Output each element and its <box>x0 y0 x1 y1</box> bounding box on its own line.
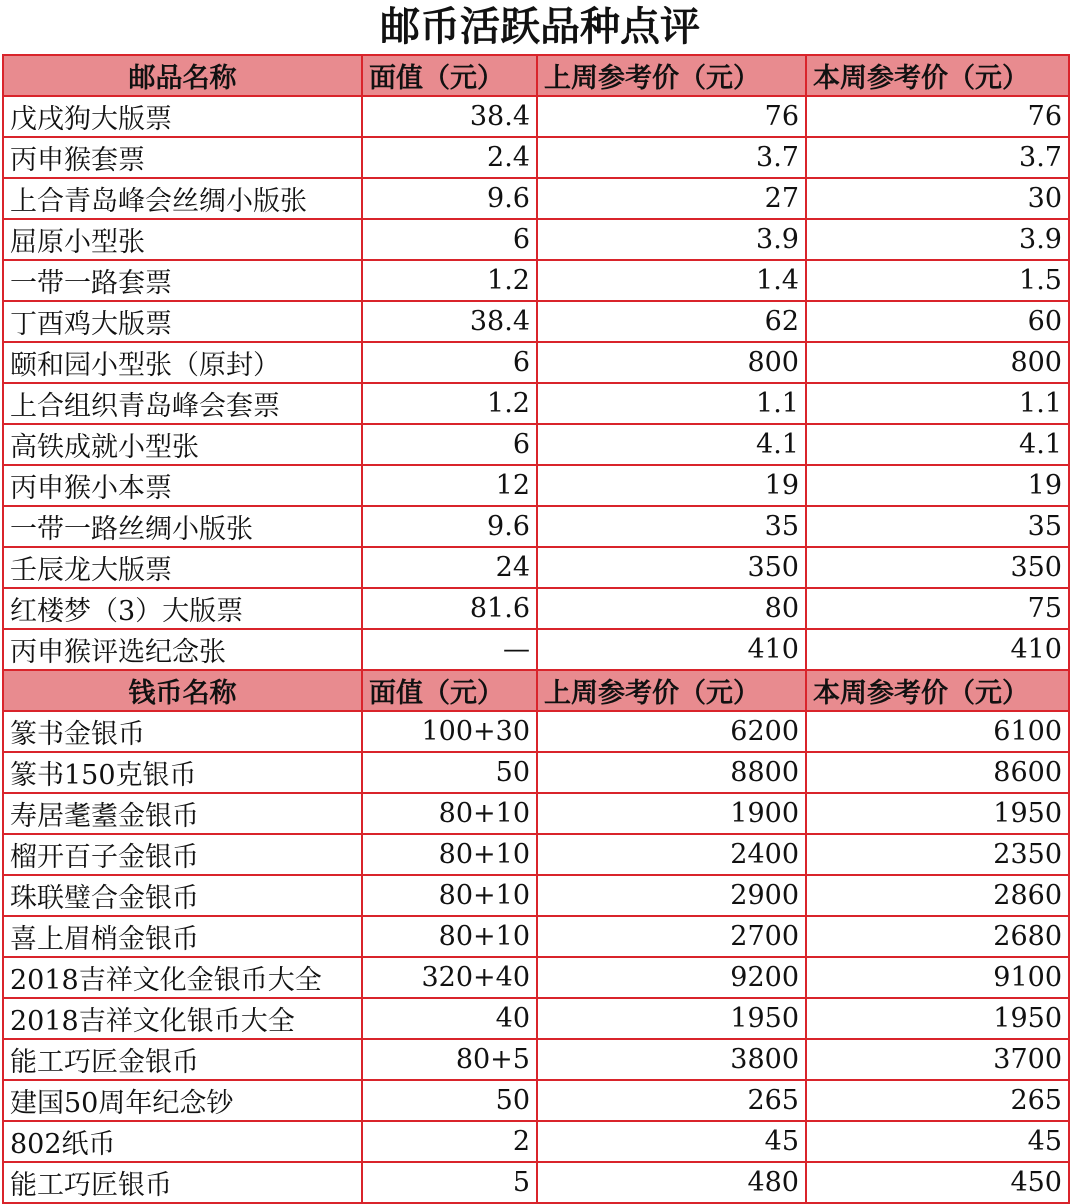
last-week-price: 1950 <box>537 998 806 1039</box>
last-week-price: 45 <box>537 1121 806 1162</box>
this-week-price: 1950 <box>806 998 1069 1039</box>
table-row <box>3 957 1069 998</box>
item-name: 2018吉祥文化银币大全 <box>3 998 362 1039</box>
item-name: 上合组织青岛峰会套票 <box>3 383 362 424</box>
face-value: 100+30 <box>362 711 537 752</box>
face-value: 6 <box>362 219 537 260</box>
item-name: 能工巧匠金银币 <box>3 1039 362 1080</box>
this-week-price: 4.1 <box>806 424 1069 465</box>
table-row <box>3 1121 1069 1162</box>
last-week-price: 80 <box>537 588 806 629</box>
column-header: 上周参考价（元） <box>537 670 806 711</box>
last-week-price: 350 <box>537 547 806 588</box>
last-week-price: 3.7 <box>537 137 806 178</box>
last-week-price: 1.4 <box>537 260 806 301</box>
face-value: 5 <box>362 1162 537 1203</box>
face-value: — <box>362 629 537 670</box>
this-week-price: 350 <box>806 547 1069 588</box>
table-row <box>3 219 1069 260</box>
table-row <box>3 998 1069 1039</box>
last-week-price: 800 <box>537 342 806 383</box>
item-name: 寿居耄耋金银币 <box>3 793 362 834</box>
face-value: 1.2 <box>362 383 537 424</box>
this-week-price: 3.9 <box>806 219 1069 260</box>
this-week-price: 2860 <box>806 875 1069 916</box>
table-row <box>3 1080 1069 1121</box>
item-name: 屈原小型张 <box>3 219 362 260</box>
face-value: 6 <box>362 424 537 465</box>
item-name: 戊戌狗大版票 <box>3 96 362 137</box>
table-row <box>3 1162 1069 1203</box>
last-week-price: 9200 <box>537 957 806 998</box>
last-week-price: 2900 <box>537 875 806 916</box>
this-week-price: 2350 <box>806 834 1069 875</box>
last-week-price: 4.1 <box>537 424 806 465</box>
face-value: 1.2 <box>362 260 537 301</box>
table-row <box>3 752 1069 793</box>
table-row <box>3 342 1069 383</box>
table-row <box>3 260 1069 301</box>
item-name: 丙申猴评选纪念张 <box>3 629 362 670</box>
table-row <box>3 834 1069 875</box>
item-name: 一带一路套票 <box>3 260 362 301</box>
stamps-header-row <box>3 55 1069 96</box>
item-name: 丁酉鸡大版票 <box>3 301 362 342</box>
item-name: 丙申猴小本票 <box>3 465 362 506</box>
table-row <box>3 711 1069 752</box>
item-name: 榴开百子金银币 <box>3 834 362 875</box>
item-name: 篆书金银币 <box>3 711 362 752</box>
table-row <box>3 96 1069 137</box>
price-table <box>2 54 1070 1204</box>
face-value: 2 <box>362 1121 537 1162</box>
this-week-price: 1950 <box>806 793 1069 834</box>
this-week-price: 450 <box>806 1162 1069 1203</box>
item-name: 802纸币 <box>3 1121 362 1162</box>
face-value: 50 <box>362 752 537 793</box>
last-week-price: 2700 <box>537 916 806 957</box>
table-row <box>3 424 1069 465</box>
face-value: 9.6 <box>362 178 537 219</box>
item-name: 一带一路丝绸小版张 <box>3 506 362 547</box>
this-week-price: 9100 <box>806 957 1069 998</box>
face-value: 80+10 <box>362 875 537 916</box>
this-week-price: 8600 <box>806 752 1069 793</box>
this-week-price: 3.7 <box>806 137 1069 178</box>
last-week-price: 3800 <box>537 1039 806 1080</box>
item-name: 能工巧匠银币 <box>3 1162 362 1203</box>
face-value: 80+10 <box>362 834 537 875</box>
item-name: 颐和园小型张（原封） <box>3 342 362 383</box>
face-value: 9.6 <box>362 506 537 547</box>
item-name: 壬辰龙大版票 <box>3 547 362 588</box>
face-value: 80+5 <box>362 1039 537 1080</box>
this-week-price: 6100 <box>806 711 1069 752</box>
face-value: 50 <box>362 1080 537 1121</box>
table-row <box>3 547 1069 588</box>
this-week-price: 35 <box>806 506 1069 547</box>
face-value: 6 <box>362 342 537 383</box>
this-week-price: 30 <box>806 178 1069 219</box>
face-value: 80+10 <box>362 793 537 834</box>
last-week-price: 76 <box>537 96 806 137</box>
item-name: 2018吉祥文化金银币大全 <box>3 957 362 998</box>
item-name: 丙申猴套票 <box>3 137 362 178</box>
last-week-price: 6200 <box>537 711 806 752</box>
table-row <box>3 629 1069 670</box>
this-week-price: 45 <box>806 1121 1069 1162</box>
this-week-price: 76 <box>806 96 1069 137</box>
column-header: 面值（元） <box>362 670 537 711</box>
table-row <box>3 1039 1069 1080</box>
table-row <box>3 588 1069 629</box>
item-name: 建国50周年纪念钞 <box>3 1080 362 1121</box>
table-row <box>3 793 1069 834</box>
this-week-price: 1.5 <box>806 260 1069 301</box>
table-row <box>3 875 1069 916</box>
this-week-price: 1.1 <box>806 383 1069 424</box>
item-name: 珠联璧合金银币 <box>3 875 362 916</box>
this-week-price: 800 <box>806 342 1069 383</box>
this-week-price: 3700 <box>806 1039 1069 1080</box>
column-header: 本周参考价（元） <box>806 670 1069 711</box>
table-row <box>3 916 1069 957</box>
coins-header-row <box>3 670 1069 711</box>
face-value: 38.4 <box>362 96 537 137</box>
table-row <box>3 506 1069 547</box>
last-week-price: 1.1 <box>537 383 806 424</box>
item-name: 上合青岛峰会丝绸小版张 <box>3 178 362 219</box>
last-week-price: 8800 <box>537 752 806 793</box>
this-week-price: 410 <box>806 629 1069 670</box>
face-value: 38.4 <box>362 301 537 342</box>
table-row <box>3 137 1069 178</box>
table-row <box>3 178 1069 219</box>
item-name: 喜上眉梢金银币 <box>3 916 362 957</box>
face-value: 40 <box>362 998 537 1039</box>
face-value: 81.6 <box>362 588 537 629</box>
this-week-price: 19 <box>806 465 1069 506</box>
item-name: 篆书150克银币 <box>3 752 362 793</box>
face-value: 320+40 <box>362 957 537 998</box>
face-value: 80+10 <box>362 916 537 957</box>
face-value: 2.4 <box>362 137 537 178</box>
last-week-price: 19 <box>537 465 806 506</box>
table-row <box>3 301 1069 342</box>
column-header: 钱币名称 <box>3 670 362 711</box>
last-week-price: 2400 <box>537 834 806 875</box>
face-value: 12 <box>362 465 537 506</box>
column-header: 邮品名称 <box>3 55 362 96</box>
column-header: 本周参考价（元） <box>806 55 1069 96</box>
last-week-price: 1900 <box>537 793 806 834</box>
last-week-price: 35 <box>537 506 806 547</box>
last-week-price: 3.9 <box>537 219 806 260</box>
last-week-price: 27 <box>537 178 806 219</box>
last-week-price: 480 <box>537 1162 806 1203</box>
page-title: 邮币活跃品种点评 <box>380 3 700 50</box>
this-week-price: 2680 <box>806 916 1069 957</box>
this-week-price: 265 <box>806 1080 1069 1121</box>
face-value: 24 <box>362 547 537 588</box>
this-week-price: 60 <box>806 301 1069 342</box>
item-name: 高铁成就小型张 <box>3 424 362 465</box>
last-week-price: 410 <box>537 629 806 670</box>
last-week-price: 265 <box>537 1080 806 1121</box>
this-week-price: 75 <box>806 588 1069 629</box>
table-row <box>3 465 1069 506</box>
column-header: 面值（元） <box>362 55 537 96</box>
column-header: 上周参考价（元） <box>537 55 806 96</box>
table-row <box>3 383 1069 424</box>
item-name: 红楼梦（3）大版票 <box>3 588 362 629</box>
last-week-price: 62 <box>537 301 806 342</box>
